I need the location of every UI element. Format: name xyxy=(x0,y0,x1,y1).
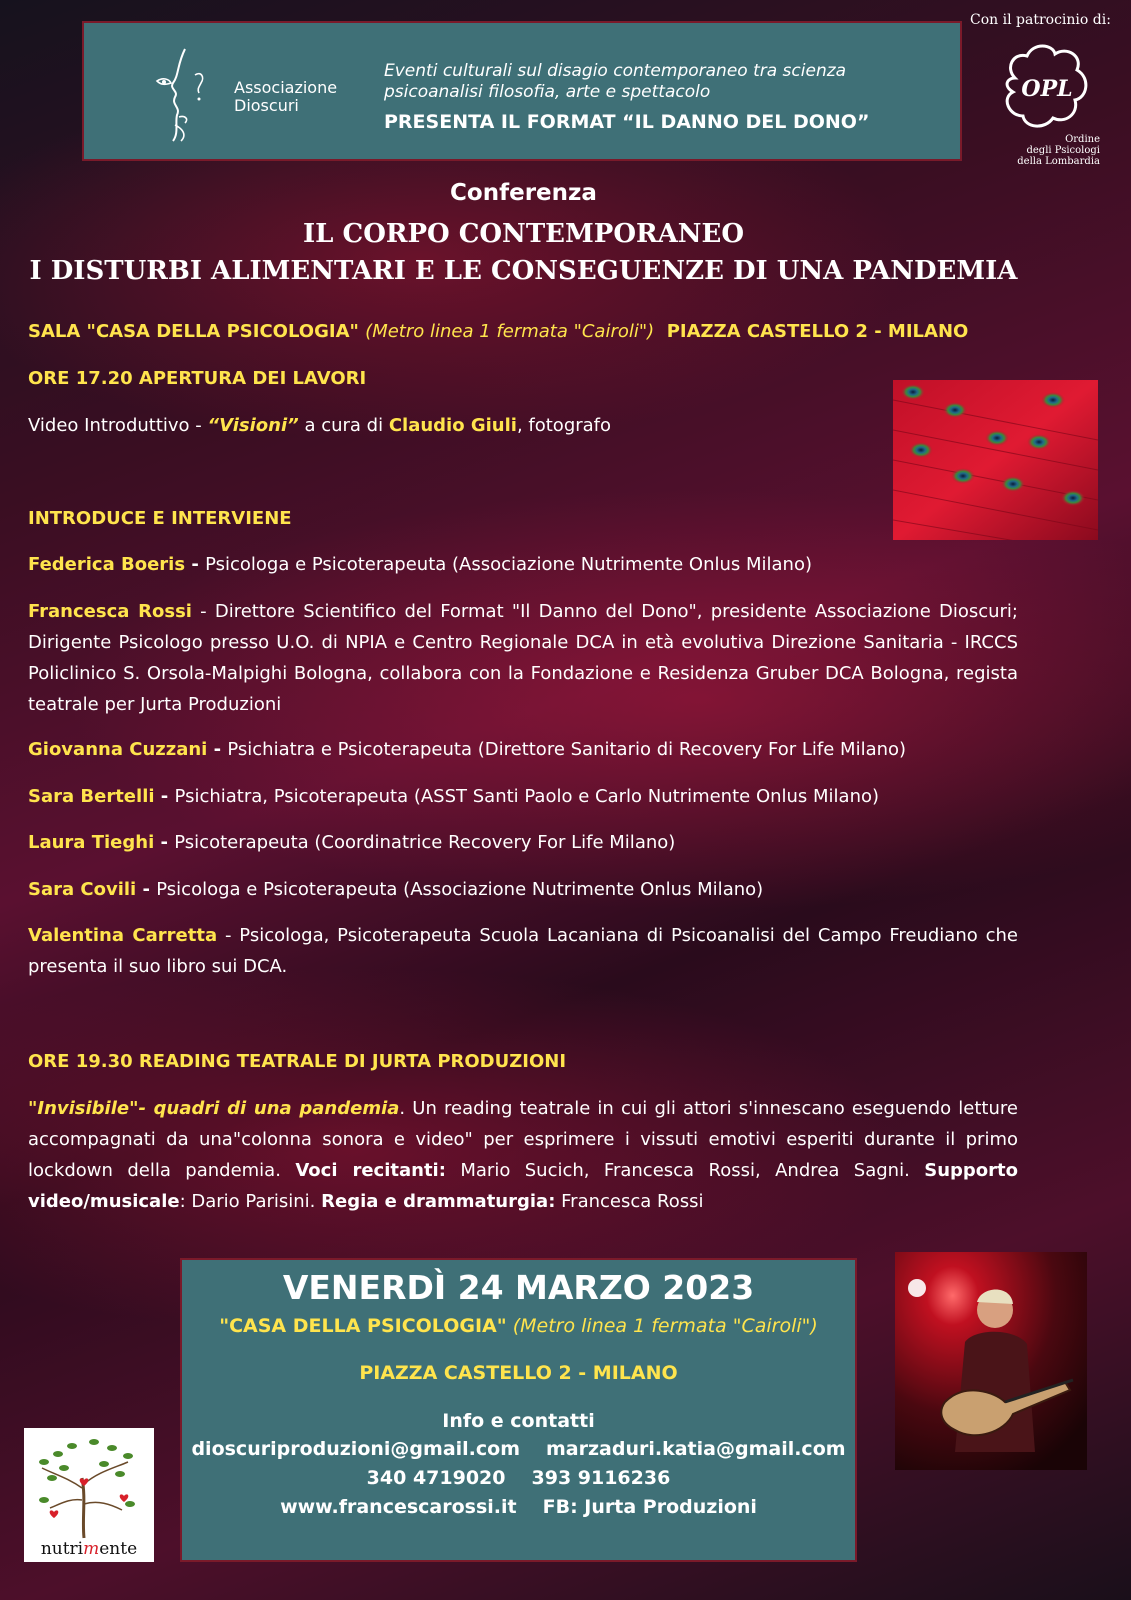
venue-sala: SALA "CASA DELLA PSICOLOGIA" xyxy=(28,321,359,342)
reading-description xyxy=(28,1093,1018,1217)
video-intro-line xyxy=(28,410,1018,441)
speaker-item: Sara Covili - Psicologa e Psicoterapeuta (Associazione Nutrimente Onlus Milano) xyxy=(28,879,764,900)
speaker-item: Valentina Carretta - Psicologa, Psicoterapeuta Scuola Lacaniana di Psicoanalisi del Campo Freudiano che presenta il suo libro sui DCA. xyxy=(28,925,1018,977)
main-title-line-1: IL CORPO CONTEMPORANEO xyxy=(303,219,744,249)
header-banner xyxy=(82,21,962,161)
event-venue-metro: (Metro linea 1 fermata "Cairoli") xyxy=(512,1315,818,1337)
contact-phones xyxy=(182,1467,855,1489)
reading-regia: Francesca Rossi xyxy=(555,1191,704,1212)
patronage-label: Con il patrocinio di: xyxy=(970,12,1111,28)
speaker-name: Laura Tieghi xyxy=(28,832,155,853)
header-format-title: PRESENTA IL FORMAT “IL DANNO DEL DONO” xyxy=(384,111,870,133)
opl-line-3: della Lombardia xyxy=(1017,156,1100,167)
nutrimente-part-1: nutri xyxy=(40,1539,84,1559)
website-link[interactable]: www.francescarossi.it xyxy=(280,1496,517,1518)
speaker-desc: Direttore Scientifico del Format "Il Danno del Dono", presidente Associazione Dioscuri; Dirigente Psicologo presso U.O. di NPIA e Centro Regionale DCA in età evolutiva Direzione Sanitaria - IRCCS Policlinico S. Orsola-Malpighi Bologna, collabora con la Fondazione e Residenza Gruber DCA Bologna, regista teatrale per Jurta Produzioni xyxy=(28,601,1018,715)
speakers-heading: INTRODUCE E INTERVIENE xyxy=(28,508,292,529)
contact-web xyxy=(182,1496,855,1518)
speaker-name: Federica Boeris xyxy=(28,554,186,575)
info-title: Info e contatti xyxy=(442,1410,595,1432)
video-prefix: Video Introduttivo - xyxy=(28,415,208,436)
speaker-desc: Psicologa e Psicoterapeuta (Associazione Nutrimente Onlus Milano) xyxy=(205,554,812,575)
main-title-line-2: I DISTURBI ALIMENTARI E LE CONSEGUENZE DI UNA PANDEMIA xyxy=(29,256,1018,286)
event-info-box xyxy=(180,1258,857,1562)
speaker-name: Sara Covili xyxy=(28,879,137,900)
reading-title: "Invisibile"- quadri di una pandemia xyxy=(28,1098,400,1119)
opl-name xyxy=(990,134,1100,167)
opl-letters: OPL xyxy=(1021,76,1073,102)
nutrimente-part-2: m xyxy=(83,1539,100,1559)
speaker-item: Giovanna Cuzzani - Psichiatra e Psicoterapeuta (Direttore Sanitario di Recovery For Life Milano) xyxy=(28,739,907,760)
speaker-desc: Psicoterapeuta (Coordinatrice Recovery For Life Milano) xyxy=(174,832,676,853)
reading-voci: Mario Sucich, Francesca Rossi, Andrea Sagni. xyxy=(445,1160,925,1181)
reading-heading: ORE 19.30 READING TEATRALE DI JURTA PRODUZIONI xyxy=(28,1051,567,1072)
nutrimente-wordmark xyxy=(41,1539,137,1559)
tagline-line-1: Eventi culturali sul disagio contemporaneo tra scienza xyxy=(384,61,847,81)
speaker-name: Valentina Carretta xyxy=(28,925,218,946)
speaker-name: Giovanna Cuzzani xyxy=(28,739,208,760)
email-link-2[interactable]: marzaduri.katia@gmail.com xyxy=(546,1438,846,1460)
guitarist-photo xyxy=(895,1252,1087,1470)
association-name-line-1: Associazione xyxy=(234,78,338,97)
speaker-desc: Psicologa e Psicoterapeuta (Associazione Nutrimente Onlus Milano) xyxy=(156,879,764,900)
reading-supporto-label: Supporto video/musicale xyxy=(28,1160,1018,1212)
reading-supporto: : Dario Parisini. xyxy=(179,1191,322,1212)
reading-text: . Un reading teatrale in cui gli attori s'innescano eseguendo letture accompagnati da una"colonna sonora e video" per esprimere i vissuti emotivi esperiti durante il primo lockdown della pandemia. xyxy=(28,1098,1018,1181)
association-name xyxy=(234,79,337,115)
phone-2: 393 9116236 xyxy=(531,1467,671,1489)
venue-metro: (Metro linea 1 fermata "Cairoli") xyxy=(365,321,655,342)
nutrimente-logo xyxy=(24,1428,154,1562)
venue-address: PIAZZA CASTELLO 2 - MILANO xyxy=(666,321,969,342)
event-venue-name: "CASA DELLA PSICOLOGIA" xyxy=(219,1315,507,1337)
event-date: VENERDÌ 24 MARZO 2023 xyxy=(282,1268,755,1307)
venue-line xyxy=(28,316,1018,347)
phone-1: 340 4719020 xyxy=(366,1467,506,1489)
speaker-item: Francesca Rossi - Direttore Scientifico del Format "Il Danno del Dono", presidente Associazione Dioscuri; Dirigente Psicologo presso U.O. di NPIA e Centro Regionale DCA in età evolutiva Direzione Sanitaria - IRCCS Policlinico S. Orsola-Malpighi Bologna, collabora con la Fondazione e Residenza Gruber DCA Bologna, regista teatrale per Jurta Produzioni xyxy=(28,601,1018,715)
opening-time: ORE 17.20 APERTURA DEI LAVORI xyxy=(28,368,367,389)
tagline-line-2: psicoanalisi filosofia, arte e spettacolo xyxy=(384,82,711,102)
speaker-name: Francesca Rossi xyxy=(28,601,192,622)
reading-voci-label: Voci recitanti: xyxy=(295,1160,446,1181)
video-author: Claudio Giuli xyxy=(388,415,517,436)
opl-line-2: degli Psicologi xyxy=(1026,145,1100,156)
reading-regia-label: Regia e drammaturgia: xyxy=(321,1191,556,1212)
speaker-item: Federica Boeris - Psicologa e Psicoterapeuta (Associazione Nutrimente Onlus Milano) xyxy=(28,554,812,575)
email-link-1[interactable]: dioscuriproduzioni@gmail.com xyxy=(191,1438,520,1460)
contact-emails xyxy=(182,1438,855,1460)
speaker-desc: Psicologa, Psicoterapeuta Scuola Lacaniana di Psicoanalisi del Campo Freudiano che presenta il suo libro sui DCA. xyxy=(28,925,1018,977)
video-title: “Visioni” xyxy=(207,415,299,436)
opl-line-1: Ordine xyxy=(1065,134,1100,145)
speaker-name: Sara Bertelli xyxy=(28,786,155,807)
speaker-item: Sara Bertelli - Psichiatra, Psicoterapeuta (ASST Santi Paolo e Carlo Nutrimente Onlus Milano) xyxy=(28,786,880,807)
conference-label: Conferenza xyxy=(450,180,597,206)
tree-with-hearts-icon xyxy=(24,1428,154,1562)
video-suffix: , fotografo xyxy=(516,415,612,436)
speaker-item: Laura Tieghi - Psicoterapeuta (Coordinatrice Recovery For Life Milano) xyxy=(28,832,676,853)
dioscuri-face-logo-icon xyxy=(149,45,219,145)
association-name-line-2: Dioscuri xyxy=(234,96,299,115)
event-venue xyxy=(182,1315,855,1337)
nutrimente-part-3: ente xyxy=(99,1539,138,1559)
speaker-desc: Psichiatra, Psicoterapeuta (ASST Santi Paolo e Carlo Nutrimente Onlus Milano) xyxy=(174,786,880,807)
speaker-desc: Psichiatra e Psicoterapeuta (Direttore Sanitario di Recovery For Life Milano) xyxy=(227,739,907,760)
event-address: PIAZZA CASTELLO 2 - MILANO xyxy=(359,1362,678,1384)
facebook-label: FB: Jurta Produzioni xyxy=(542,1496,757,1518)
video-middle: a cura di xyxy=(298,415,389,436)
header-tagline xyxy=(384,61,846,103)
